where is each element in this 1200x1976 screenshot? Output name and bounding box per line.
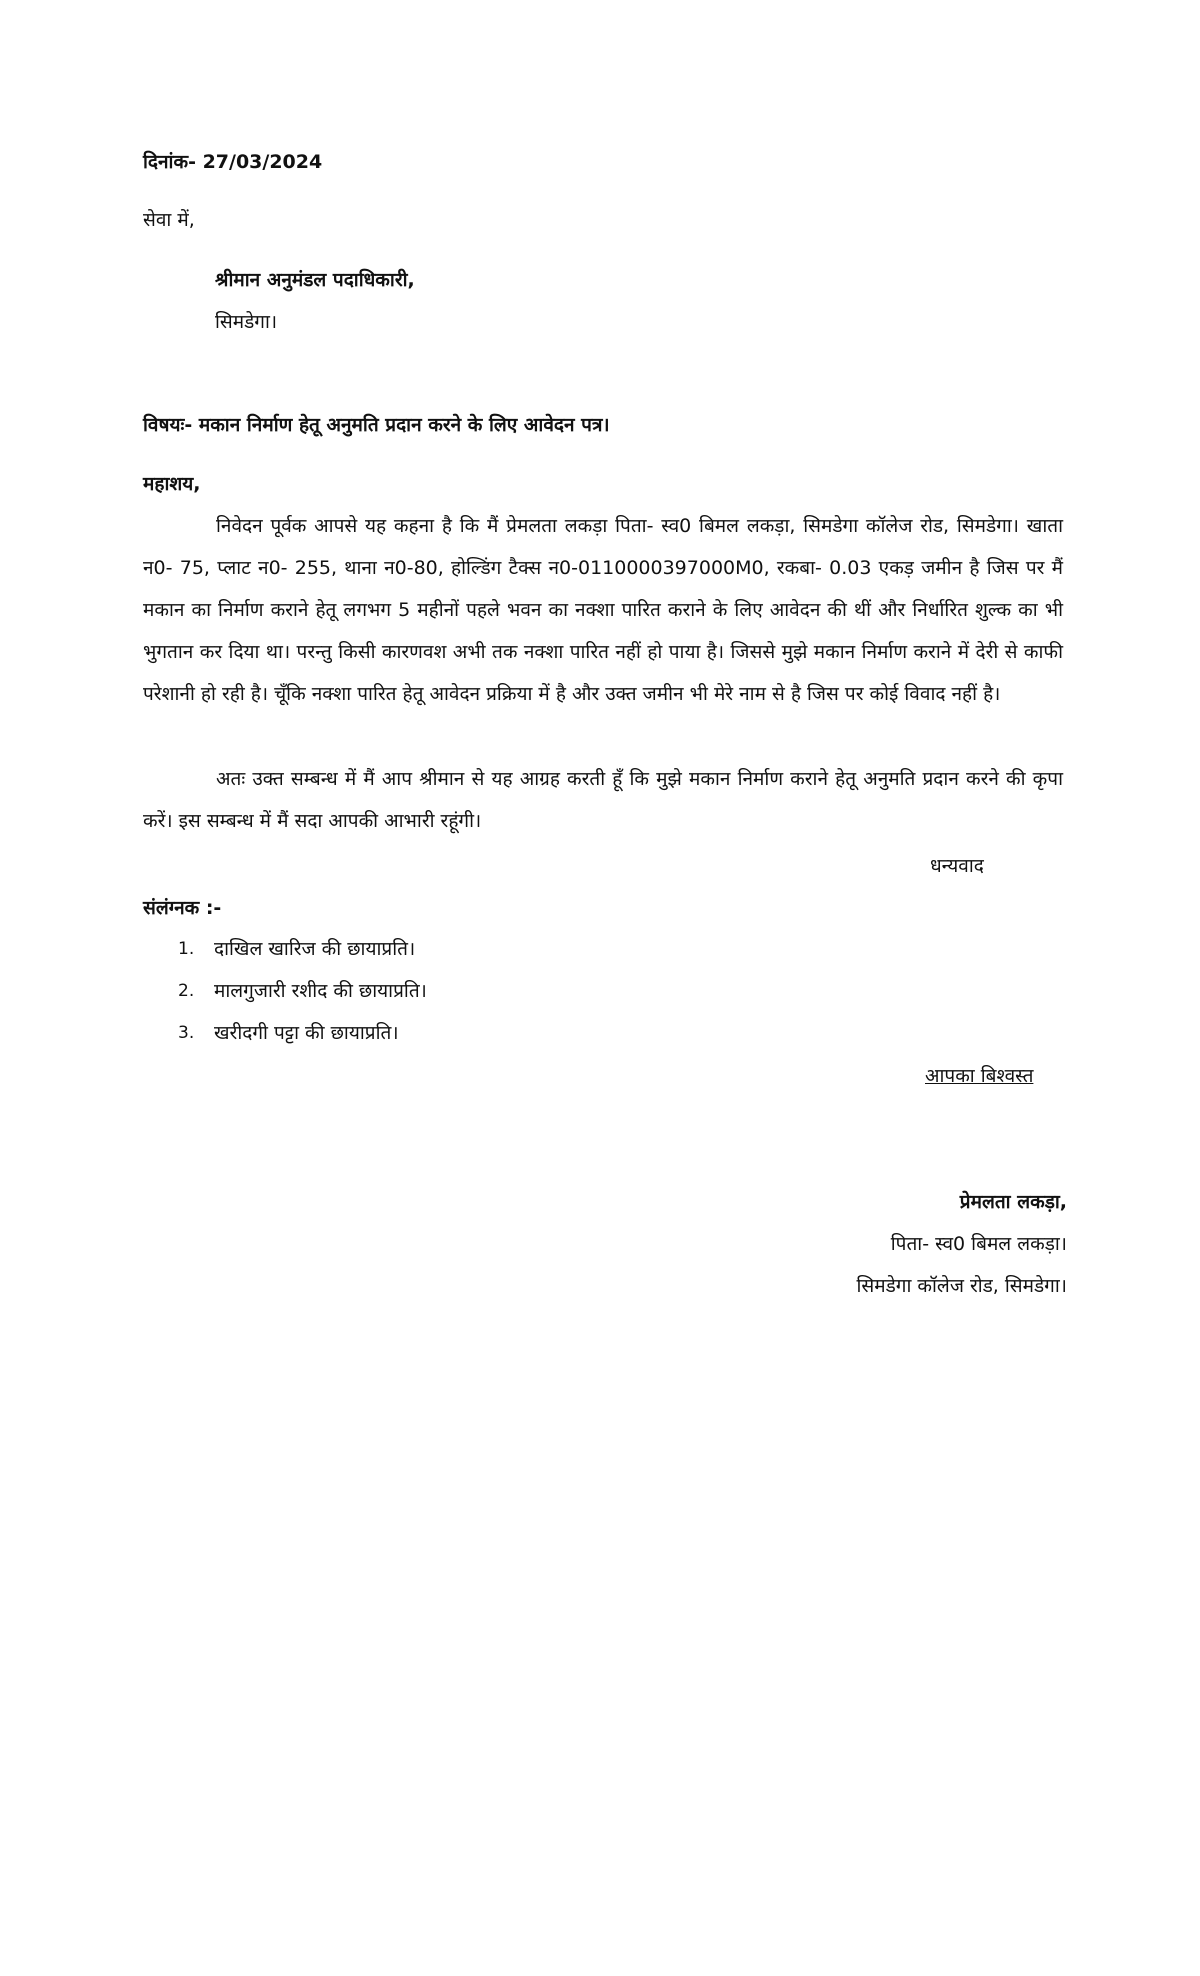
thanks-text: धन्यवाद <box>930 855 984 877</box>
sender-address: सिमडेगा कॉलेज रोड, सिमडेगा। <box>856 1275 1067 1297</box>
list-item-text: खरीदगी पट्टा की छायाप्रति। <box>214 1022 399 1044</box>
list-item <box>178 928 427 970</box>
letter-date: दिनांक- 27/03/2024 <box>143 151 323 173</box>
list-item-text: मालगुजारी रशीद की छायाप्रति। <box>214 980 427 1002</box>
list-item-number: 2. <box>178 981 195 1001</box>
salutation-to: सेवा में, <box>143 209 195 231</box>
enclosures-list <box>178 928 427 1054</box>
list-item <box>178 1012 427 1054</box>
letter-greeting: महाशय, <box>143 473 201 495</box>
list-item-number: 3. <box>178 1023 195 1043</box>
recipient-place: सिमडेगा। <box>215 311 278 333</box>
list-item-number: 1. <box>178 939 195 959</box>
list-item <box>178 970 427 1012</box>
sender-father: पिता- स्व0 बिमल लकड़ा। <box>890 1233 1067 1255</box>
recipient-title: श्रीमान अनुमंडल पदाधिकारी, <box>215 269 415 291</box>
list-item-text: दाखिल खारिज की छायाप्रति। <box>214 938 416 960</box>
closing-text: आपका बिश्वस्त <box>925 1065 1034 1087</box>
sender-name: प्रेमलता लकड़ा, <box>959 1191 1067 1213</box>
letter-subject: विषयः- मकान निर्माण हेतू अनुमति प्रदान करने के लिए आवेदन पत्र। <box>143 414 610 436</box>
body-paragraph-2: अतः उक्त सम्बन्ध में मैं आप श्रीमान से यह आग्रह करती हूँ कि मुझे मकान निर्माण कराने हेतू अनुमति प्रदान करने की कृपा करें। इस सम्बन्ध में मैं सदा आपकी आभारी रहूंगी। <box>143 768 1063 832</box>
enclosures-label: संलंग्नक :- <box>143 897 222 919</box>
body-paragraph-1: निवेदन पूर्वक आपसे यह कहना है कि मैं प्रेमलता लकड़ा पिता- स्व0 बिमल लकड़ा, सिमडेगा कॉलेज रोड, सिमडेगा। खाता न0- 75, प्लाट न0- 255, थाना न0-80, होल्डिंग टैक्स न0-0110000397000M0, रकबा- 0.03 एकड़ जमीन है जिस पर मैं मकान का निर्माण कराने हेतू लगभग 5 महीनों पहले भवन का नक्शा पारित कराने के लिए आवेदन की थीं और निर्धारित शुल्क का भी भुगतान कर दिया था। परन्तु किसी कारणवश अभी तक नक्शा पारित नहीं हो पाया है। जिससे मुझे मकान निर्माण कराने में देरी से काफी परेशानी हो रही है। चूँकि नक्शा पारित हेतू आवेदन प्रक्रिया में है और उक्त जमीन भी मेरे नाम से है जिस पर कोई विवाद नहीं है। <box>143 515 1063 705</box>
